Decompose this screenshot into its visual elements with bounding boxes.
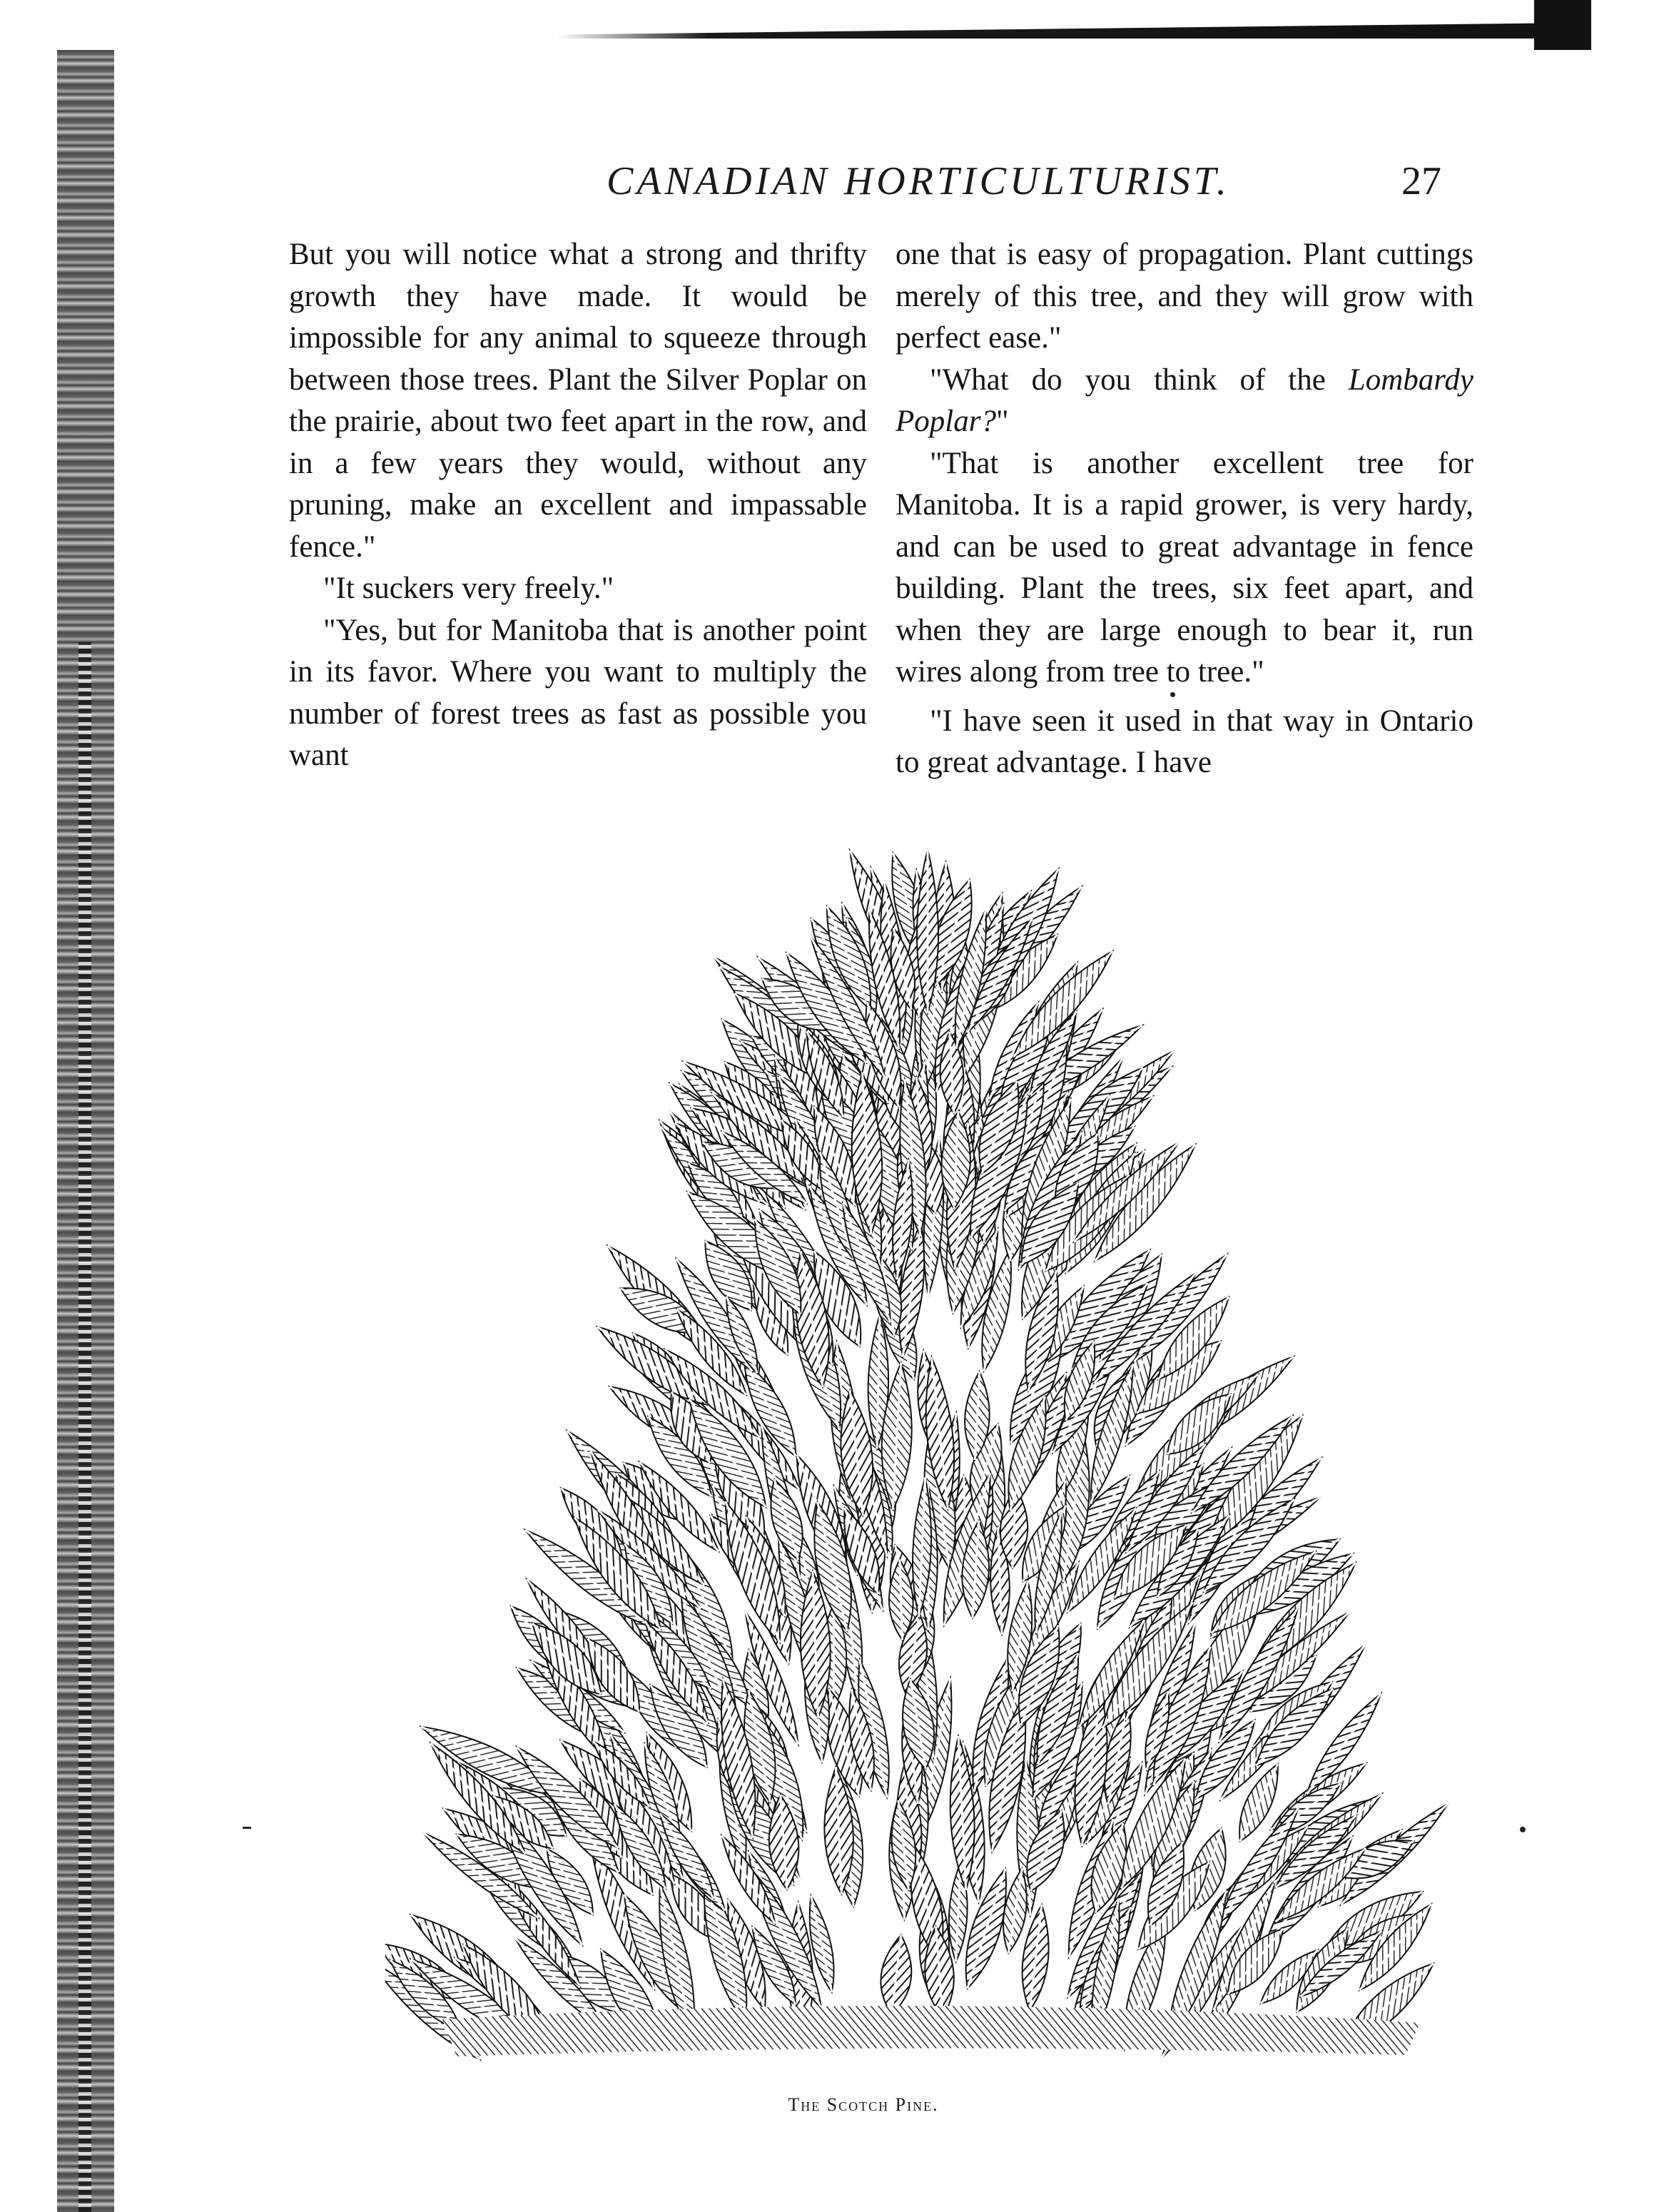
right-paragraph-2 [896, 360, 1473, 443]
right-column [896, 234, 1473, 784]
running-head: CANADIAN HORTICULTURIST. [607, 159, 1230, 203]
left-paragraph-2: "It suckers very freely." [323, 572, 614, 605]
left-paragraph-1: But you will notice what a strong and thrifty growth they have made. It would be impossible for any animal to squeeze through between those trees. Plant the Silver Poplar on the prairie, about two feet apart in the row, and in a few years they would, without any pruning, make an excellent and impassable fence." [289, 238, 867, 564]
ink-speck [1520, 1827, 1526, 1832]
right-paragraph-4: "I have seen it used in that way in Ontario to great advantage. I have [896, 704, 1473, 779]
lombardy-poplar-term: Lombardy Poplar? [896, 362, 1473, 438]
ink-speck [243, 1827, 251, 1829]
page-header [571, 158, 1498, 208]
ink-speck [1170, 692, 1175, 697]
right-paragraph-2-close: " [995, 405, 1009, 438]
top-rule-corner [1534, 0, 1591, 50]
right-paragraph-1: one that is easy of propagation. Plant cuttings merely of this tree, and they will grow with perfect ease." [896, 238, 1473, 355]
pine-foliage [385, 846, 1455, 2066]
binding-gutter-detail [78, 642, 91, 2212]
left-paragraph-3: "Yes, but for Manitoba that is another point in its favor. Where you want to multiply the number of forest trees as fast as possible you want [289, 613, 867, 772]
ground-shadow [442, 2006, 1420, 2056]
pine-engraving [385, 842, 1470, 2076]
left-column [289, 234, 867, 777]
page-number: 27 [1401, 159, 1441, 203]
right-paragraph-3: "That is another excellent tree for Manitoba. It is a rapid grower, is very hardy, and can be used to great advantage in fence building. Plant the trees, six feet apart, and when they are large enough to bear it, run wires along from tree to tree." [896, 446, 1473, 689]
top-rule [557, 23, 1570, 39]
figure-caption: The Scotch Pine. [788, 2094, 939, 2115]
scotch-pine-illustration [385, 842, 1470, 2076]
right-paragraph-2-lead: "What do you think of the [930, 362, 1349, 397]
